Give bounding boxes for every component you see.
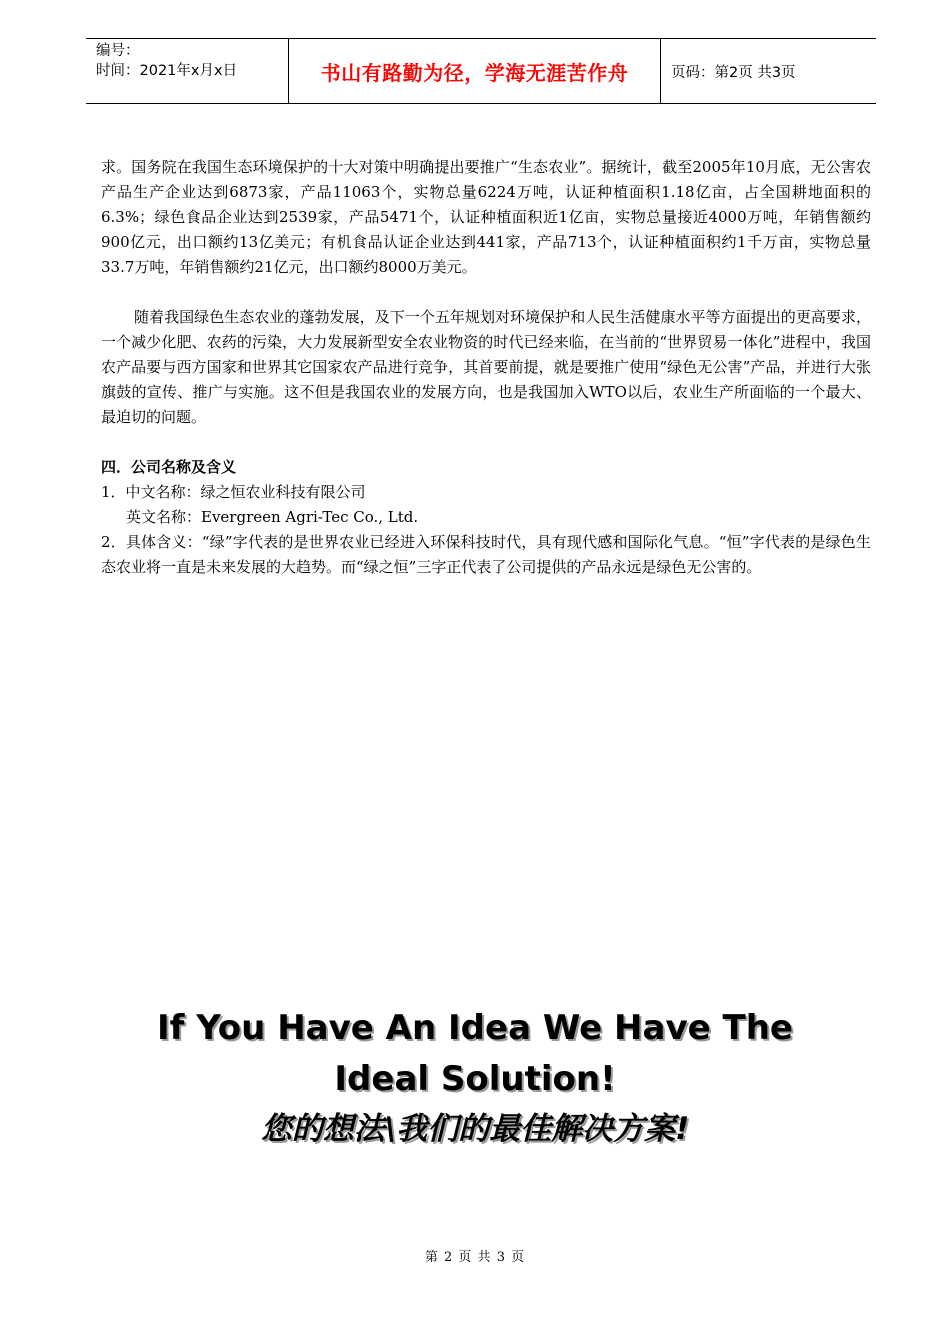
section-heading: 四．公司名称及含义	[101, 458, 237, 476]
paragraph-gap	[101, 430, 871, 455]
header-motto: 书山有路勤为径，学海无涯苦作舟	[288, 39, 661, 103]
document-body	[101, 155, 871, 580]
list-item-meaning: 2．具体含义：“绿”字代表的是世界农业已经进入环保科技时代，具有现代感和国际化气息。“恒”字代表的是绿色生态农业将一直是未来发展的大趋势。而“绿之恒”三字正代表了公司提供的产品永远是绿色无公害的。	[101, 533, 871, 576]
paragraph-development: 随着我国绿色生态农业的蓬勃发展，及下一个五年规划对环境保护和人民生活健康水平等方面提出的更高要求，一个减少化肥、农药的污染，大力发展新型安全农业物资的时代已经来临，在当前的“世界贸易一体化”进程中，我国农产品要与西方国家和世界其它国家农产品进行竞争，其首要前提，就是要推广使用“绿色无公害”产品，并进行大张旗鼓的宣传、推广与实施。这不但是我国农业的发展方向，也是我国加入WTO以后，农业生产所面临的一个最大、最迫切的问题。	[101, 308, 871, 426]
slogan-line-2: Ideal Solution!	[334, 1059, 616, 1099]
slogan-english	[0, 1003, 950, 1105]
header-page-info: 页码：第2页 共3页	[671, 64, 796, 81]
page-footer: 第 2 页 共 3 页	[424, 1250, 526, 1265]
header-meta	[86, 39, 288, 103]
list-item-chinese-name: 1．中文名称：绿之恒农业科技有限公司	[101, 483, 366, 501]
paragraph-gap	[101, 280, 871, 305]
page-header	[86, 38, 876, 104]
paragraph-statistics: 求。国务院在我国生态环境保护的十大对策中明确提出要推广“生态农业”。据统计，截至2005年10月底，无公害农产品生产企业达到6873家，产品11063个，实物总量6224万吨，认证种植面积1.18亿亩，占全国耕地面积的6.3%；绿色食品企业达到2539家，产品5471个，认证种植面积近1亿亩，实物总量接近4000万吨，年销售额约900亿元，出口额约13亿美元；有机食品认证企业达到441家，产品713个，认证种植面积约1千万亩，实物总量33.7万吨，年销售额约21亿元，出口额约8000万美元。	[101, 158, 871, 276]
slogan-line-1: If You Have An Idea We Have The	[157, 1008, 793, 1048]
list-item-english-name: 英文名称：Evergreen Agri-Tec Co., Ltd.	[126, 508, 419, 526]
document-number-label: 编号：	[96, 43, 140, 59]
slogan-chinese: 您的想法\我们的最佳解决方案!	[260, 1111, 690, 1147]
document-date: 时间：2021年x月x日	[96, 63, 238, 79]
